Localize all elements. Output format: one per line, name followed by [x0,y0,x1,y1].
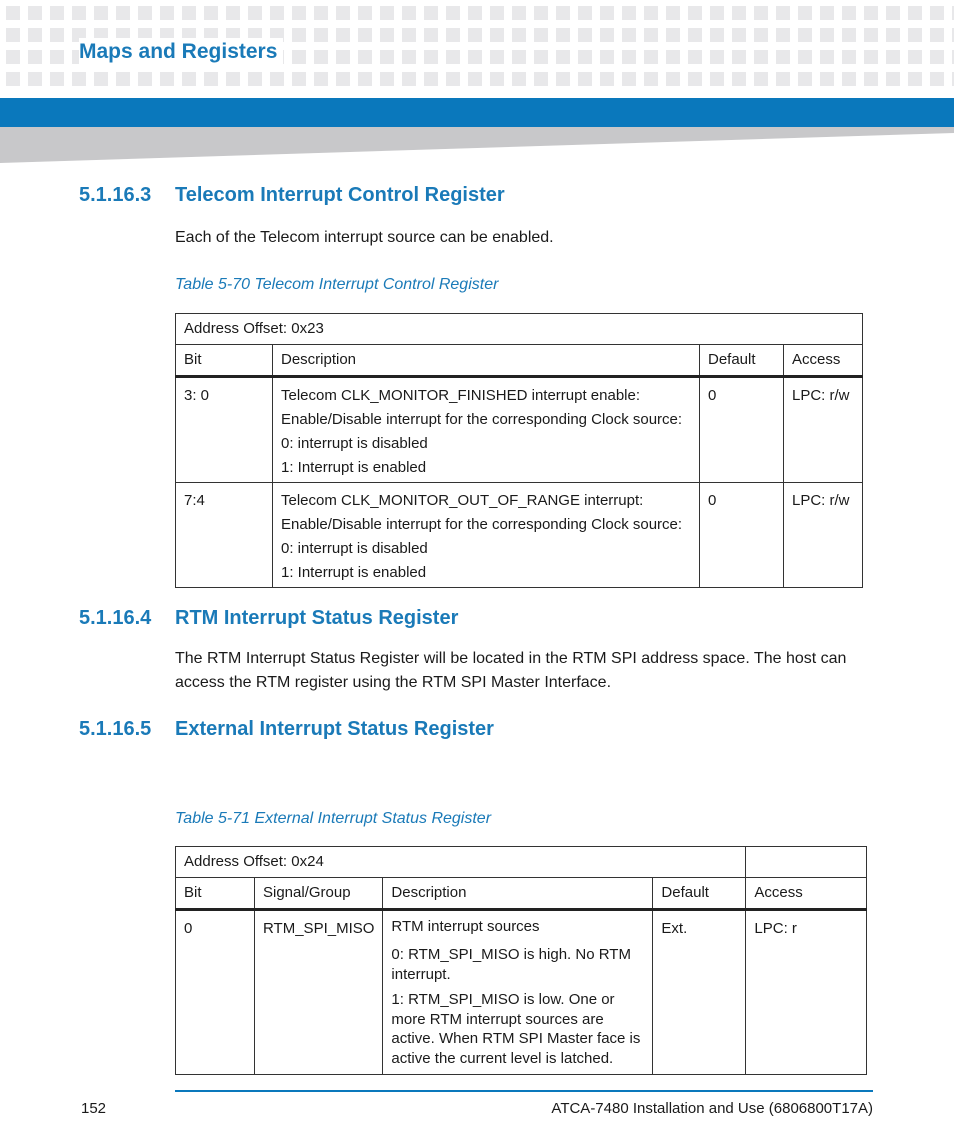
header-pattern-square [842,72,856,86]
col-header-default: Default [700,345,784,377]
header-pattern-square [534,6,548,20]
header-pattern-square [226,72,240,86]
header-pattern-square [600,72,614,86]
header-pattern-square [292,50,306,64]
desc-line: 1: Interrupt is enabled [281,564,427,581]
header-pattern-square [314,28,328,42]
header-pattern-square [50,6,64,20]
header-pattern-square [28,28,42,42]
header-pattern-square [666,72,680,86]
desc-line: Telecom CLK_MONITOR_FINISHED interrupt enable: [281,387,641,404]
cell-signal: RTM_SPI_MISO [255,910,383,1075]
cell-default: 0 [700,377,784,483]
cell-access: LPC: r/w [784,377,863,483]
cell-access: LPC: r/w [784,483,863,588]
col-header-access: Access [746,878,867,910]
header-pattern-square [468,50,482,64]
header-pattern-square [292,6,306,20]
cell-default: Ext. [653,910,746,1075]
header-pattern-square [578,6,592,20]
header-pattern-square [226,6,240,20]
header-pattern-square [424,6,438,20]
header-pattern-square [864,6,878,20]
header-pattern-square [402,6,416,20]
table-row [176,377,863,483]
header-pattern-square [930,28,944,42]
header-pattern-square [556,50,570,64]
header-pattern-square [446,6,460,20]
address-offset-blank [746,847,867,878]
header-pattern-square [6,28,20,42]
header-pattern-square [336,50,350,64]
header-pattern-square [94,6,108,20]
header-pattern-square [270,6,284,20]
header-pattern-square [446,28,460,42]
header-pattern-square [160,72,174,86]
header-pattern-square [94,72,108,86]
header-pattern-square [798,72,812,86]
header-pattern-square [732,6,746,20]
header-pattern-square [864,50,878,64]
header-pattern-square [380,72,394,86]
footer-rule [175,1090,873,1092]
header-pattern-square [820,28,834,42]
header-pattern-square [28,50,42,64]
header-pattern-square [864,28,878,42]
section-number: 5.1.16.5 [79,718,152,740]
header-pattern-square [820,6,834,20]
header-pattern-square [446,72,460,86]
section-heading-external [79,718,494,741]
table-row [176,910,867,1075]
col-header-description: Description [383,878,653,910]
header-pattern-square [600,28,614,42]
desc-line: 0: interrupt is disabled [281,540,428,557]
header-pattern-square [820,72,834,86]
header-pattern-square [578,72,592,86]
header-pattern-square [6,50,20,64]
header-pattern-square [908,6,922,20]
header-pattern-square [72,72,86,86]
col-header-access: Access [784,345,863,377]
header-pattern-square [534,28,548,42]
header-pattern-square [512,28,526,42]
header-pattern-square [358,72,372,86]
header-pattern-square [666,6,680,20]
header-pattern-square [336,28,350,42]
header-pattern-square [754,50,768,64]
header-pattern-square [644,6,658,20]
header-pattern-square [688,50,702,64]
header-pattern-square [248,6,262,20]
header-pattern-square [644,28,658,42]
header-pattern-square [666,50,680,64]
header-pattern-square [688,6,702,20]
rtm-paragraph: The RTM Interrupt Status Register will be located in the RTM SPI address space. The host can access the RTM register using the RTM SPI Master Interface. [175,650,847,691]
header-pattern-square [710,6,724,20]
header-pattern-square [556,6,570,20]
header-pattern-square [886,28,900,42]
cell-description [273,483,700,588]
telecom-intro: Each of the Telecom interrupt source can be enabled. [175,229,554,246]
table-row [176,483,863,588]
header-pattern-square [710,72,724,86]
desc-line: RTM interrupt sources [391,918,540,935]
header-pattern-square [402,72,416,86]
header-pattern-square [336,6,350,20]
cell-bit: 3: 0 [176,377,273,483]
header-pattern-square [886,50,900,64]
header-pattern-square [556,72,570,86]
section-title: RTM Interrupt Status Register [175,607,459,629]
header-pattern-square [358,6,372,20]
header-pattern-square [666,28,680,42]
header-pattern-square [248,72,262,86]
header-pattern-square [754,72,768,86]
header-pattern-square [50,72,64,86]
header-pattern-square [292,72,306,86]
table-external-interrupt-status [175,846,867,1075]
header-pattern-square [6,72,20,86]
header-pattern-square [138,72,152,86]
header-pattern-square [776,28,790,42]
header-pattern-square [600,50,614,64]
header-pattern-square [908,72,922,86]
header-pattern-square [336,72,350,86]
section-title: Telecom Interrupt Control Register [175,184,505,206]
header-pattern-square [798,50,812,64]
header-pattern-square [380,50,394,64]
header-pattern-square [402,28,416,42]
header-pattern-square [50,50,64,64]
header-pattern-square [732,28,746,42]
header-pattern-square [776,50,790,64]
header-pattern-square [380,28,394,42]
desc-line: 0: interrupt is disabled [281,435,428,452]
header-pattern-square [908,28,922,42]
header-pattern-square [622,50,636,64]
header-pattern-square [138,6,152,20]
col-header-signal-group: Signal/Group [255,878,383,910]
header-pattern-square [930,50,944,64]
address-offset: Address Offset: 0x23 [176,314,863,345]
header-pattern-square [490,50,504,64]
header-pattern-square [6,6,20,20]
cell-default: 0 [700,483,784,588]
header-pattern-square [578,50,592,64]
section-number: 5.1.16.3 [79,184,152,206]
header-pattern-square [754,28,768,42]
header-pattern-square [776,6,790,20]
header-pattern-square [490,6,504,20]
header-pattern-square [512,50,526,64]
document-title: ATCA-7480 Installation and Use (6806800T17A) [551,1100,873,1117]
cell-description [383,910,653,1075]
header-pattern-square [798,28,812,42]
header-pattern-square [270,72,284,86]
page-number: 152 [81,1100,107,1117]
header-pattern-square [512,6,526,20]
desc-line: Enable/Disable interrupt for the corresponding Clock source: [281,411,683,428]
header-pattern-square [842,50,856,64]
header-pattern-square [908,50,922,64]
header-pattern-square [534,72,548,86]
desc-line: 1: Interrupt is enabled [281,459,427,476]
header-pattern-square [292,28,306,42]
section-number: 5.1.16.4 [79,607,152,629]
header-pattern-square [424,50,438,64]
desc-line: Enable/Disable interrupt for the corresponding Clock source: [281,516,683,533]
section-heading-rtm [79,607,458,630]
table-telecom-interrupt-control [175,313,863,588]
header-pattern-square [930,6,944,20]
header-pattern-square [490,28,504,42]
header-pattern-square [798,6,812,20]
header-pattern-square [358,28,372,42]
header-blue-bar [0,98,954,127]
col-header-bit: Bit [176,345,273,377]
header-pattern-square [490,72,504,86]
section-title: External Interrupt Status Register [175,718,494,740]
header-pattern-square [776,72,790,86]
section-heading-telecom [79,184,505,207]
header-pattern-square [820,50,834,64]
header-pattern-square [182,6,196,20]
header-pattern-square [534,50,548,64]
cell-description [273,377,700,483]
header-pattern-square [710,28,724,42]
header-pattern-square [688,72,702,86]
desc-line: 1: RTM_SPI_MISO is low. One or more RTM interrupt sources are active. When RTM SPI Master face is active the current level is latched. [391,991,641,1067]
header-pattern-square [600,6,614,20]
header-pattern-square [864,72,878,86]
header-pattern-square [556,28,570,42]
header-gray-wedge [0,127,954,163]
col-header-description: Description [273,345,700,377]
header-pattern-square [710,50,724,64]
header-pattern-square [446,50,460,64]
header-pattern-square [314,72,328,86]
header-pattern-square [402,50,416,64]
header-pattern-square [578,28,592,42]
header-pattern-square [116,6,130,20]
col-header-bit: Bit [176,878,255,910]
chapter-title: Maps and Registers [79,38,283,66]
header-pattern-square [842,28,856,42]
header-pattern-square [622,28,636,42]
header-pattern-square [622,72,636,86]
header-pattern-square [688,28,702,42]
header-pattern-square [28,6,42,20]
header-pattern-square [468,28,482,42]
header-pattern-square [314,6,328,20]
header-pattern-square [380,6,394,20]
cell-bit: 0 [176,910,255,1075]
header-pattern-square [468,6,482,20]
header-pattern-square [512,72,526,86]
address-offset: Address Offset: 0x24 [176,847,746,878]
header-pattern-square [424,72,438,86]
header-pattern-square [314,50,328,64]
table-caption-70: Table 5-70 Telecom Interrupt Control Register [175,276,499,293]
cell-bit: 7:4 [176,483,273,588]
header-pattern-square [72,6,86,20]
header-pattern-square [754,6,768,20]
header-pattern-square [424,28,438,42]
desc-line: Telecom CLK_MONITOR_OUT_OF_RANGE interrupt: [281,492,644,509]
header-pattern-square [50,28,64,42]
header-pattern-square [644,50,658,64]
header-pattern-square [886,6,900,20]
header-pattern-square [930,72,944,86]
header-pattern-square [182,72,196,86]
header-pattern-square [622,6,636,20]
header-pattern-square [468,72,482,86]
header-pattern-square [644,72,658,86]
header-pattern-square [116,72,130,86]
header-pattern-square [732,72,746,86]
col-header-default: Default [653,878,746,910]
header-pattern-square [732,50,746,64]
cell-access: LPC: r [746,910,867,1075]
header-pattern-square [28,72,42,86]
header-pattern-square [358,50,372,64]
header-pattern-square [886,72,900,86]
header-pattern-square [842,6,856,20]
desc-line: 0: RTM_SPI_MISO is high. No RTM interrupt. [391,946,631,983]
header-pattern-square [160,6,174,20]
header-pattern-square [204,72,218,86]
header-pattern-square [204,6,218,20]
table-caption-71: Table 5-71 External Interrupt Status Register [175,810,492,827]
